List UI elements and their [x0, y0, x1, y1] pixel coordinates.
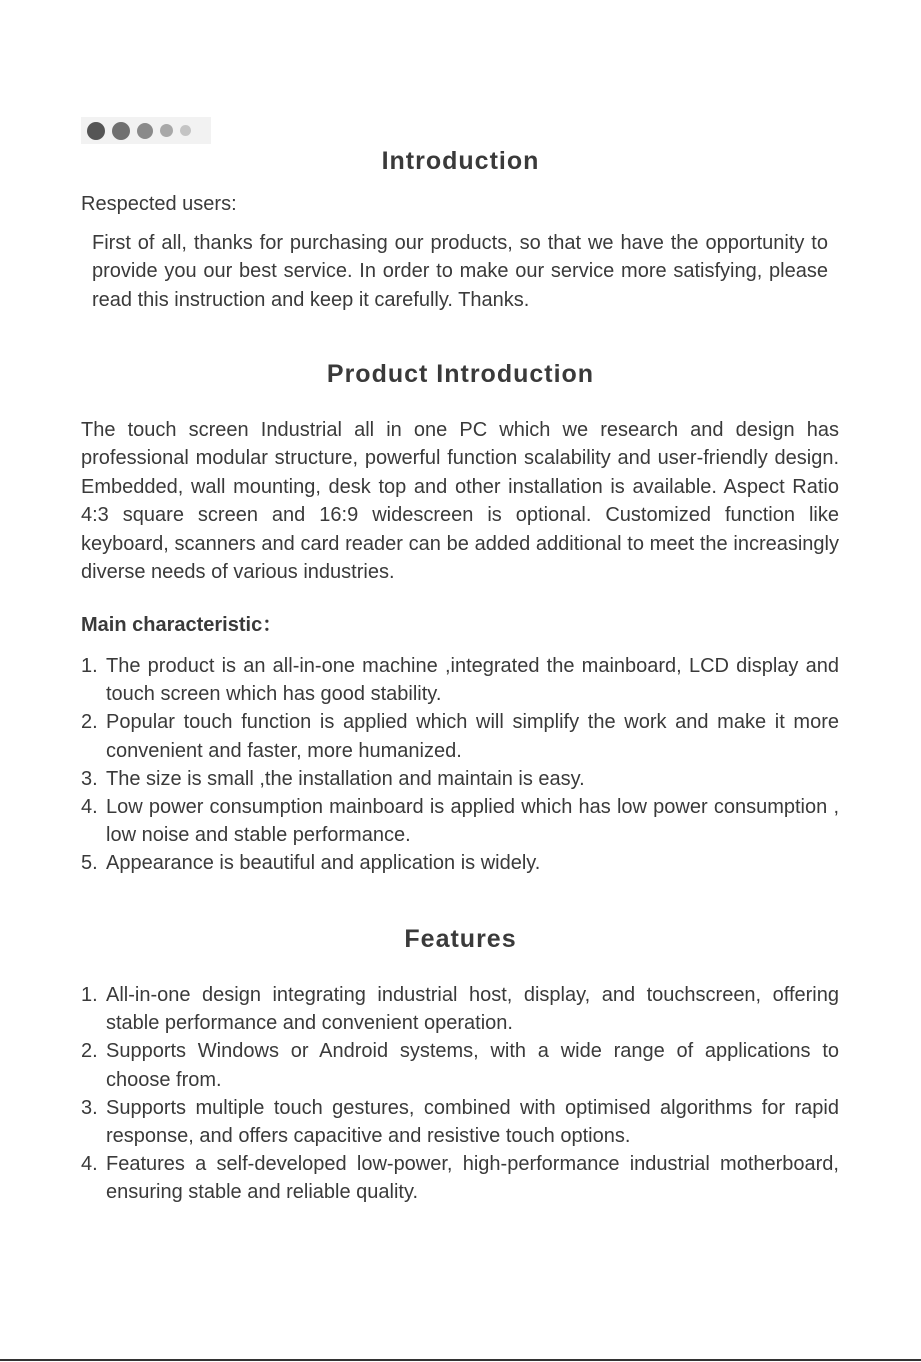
product-introduction-heading: Product Introduction — [326, 360, 595, 388]
list-text: The size is small ,the installation and maintain is easy. — [106, 767, 585, 790]
list-number: 5. — [81, 852, 98, 875]
list-item — [81, 849, 839, 877]
list-number: 2. — [81, 711, 98, 734]
product-paragraph: The touch screen Industrial all in one PC which we research and design has professional modular structure, powerful function scalability and user-friendly design. Embedded, wall mounting, desk top and other installation is available. Aspect Ratio 4:3 square screen and 16:9 widescreen is optional. Customized function like keyboard, scanners and card reader can be added additional to meet the increasingly diverse needs of various industries. — [81, 419, 839, 584]
list-item — [81, 708, 839, 764]
list-item — [81, 793, 839, 849]
dot-icon — [87, 122, 105, 140]
list-item — [81, 981, 839, 1037]
list-number: 1. — [81, 984, 98, 1006]
salutation: Respected users: — [81, 193, 237, 215]
list-item — [81, 765, 839, 793]
dot-icon — [160, 124, 173, 137]
intro-paragraph: First of all, thanks for purchasing our products, so that we have the opportunity to provide you our best service. In order to make our service more satisfying, please read this instruction and keep it carefully. Thanks. — [92, 232, 828, 311]
progress-dots-icon — [81, 117, 211, 144]
list-number: 1. — [81, 655, 98, 677]
features-list — [81, 981, 839, 1207]
dot-icon — [137, 123, 153, 139]
characteristic-list — [81, 652, 839, 878]
list-text: Supports multiple touch gestures, combined with optimised algorithms for rapid response, and offers capacitive and resistive touch options. — [106, 1096, 839, 1148]
list-number: 4. — [81, 796, 98, 819]
dot-icon — [180, 125, 191, 136]
list-number: 4. — [81, 1153, 98, 1176]
page-bottom-rule — [0, 1359, 921, 1361]
list-number: 2. — [81, 1040, 98, 1063]
introduction-heading: Introduction — [381, 147, 540, 175]
list-item — [81, 1094, 839, 1150]
main-characteristic-heading: Main characteristic： — [81, 614, 283, 636]
list-item — [81, 1150, 839, 1206]
list-item — [81, 652, 839, 708]
list-number: 3. — [81, 1096, 98, 1119]
list-text: The product is an all-in-one machine ,integrated the mainboard, LCD display and touch screen which has good stability. — [106, 655, 839, 706]
list-item — [81, 1037, 839, 1093]
list-text: Low power consumption mainboard is applied which has low power consumption , low noise and stable performance. — [106, 796, 839, 847]
list-text: All-in-one design integrating industrial host, display, and touchscreen, offering stable performance and convenient operation. — [106, 984, 839, 1035]
dot-icon — [112, 122, 130, 140]
list-text: Features a self-developed low-power, high-performance industrial motherboard, ensuring stable and reliable quality. — [106, 1153, 839, 1204]
list-text: Supports Windows or Android systems, with a wide range of applications to choose from. — [106, 1040, 839, 1091]
list-number: 3. — [81, 767, 98, 790]
list-text: Popular touch function is applied which will simplify the work and make it more convenient and faster, more humanized. — [106, 711, 839, 762]
list-text: Appearance is beautiful and application is widely. — [106, 852, 541, 875]
features-heading: Features — [404, 925, 517, 953]
